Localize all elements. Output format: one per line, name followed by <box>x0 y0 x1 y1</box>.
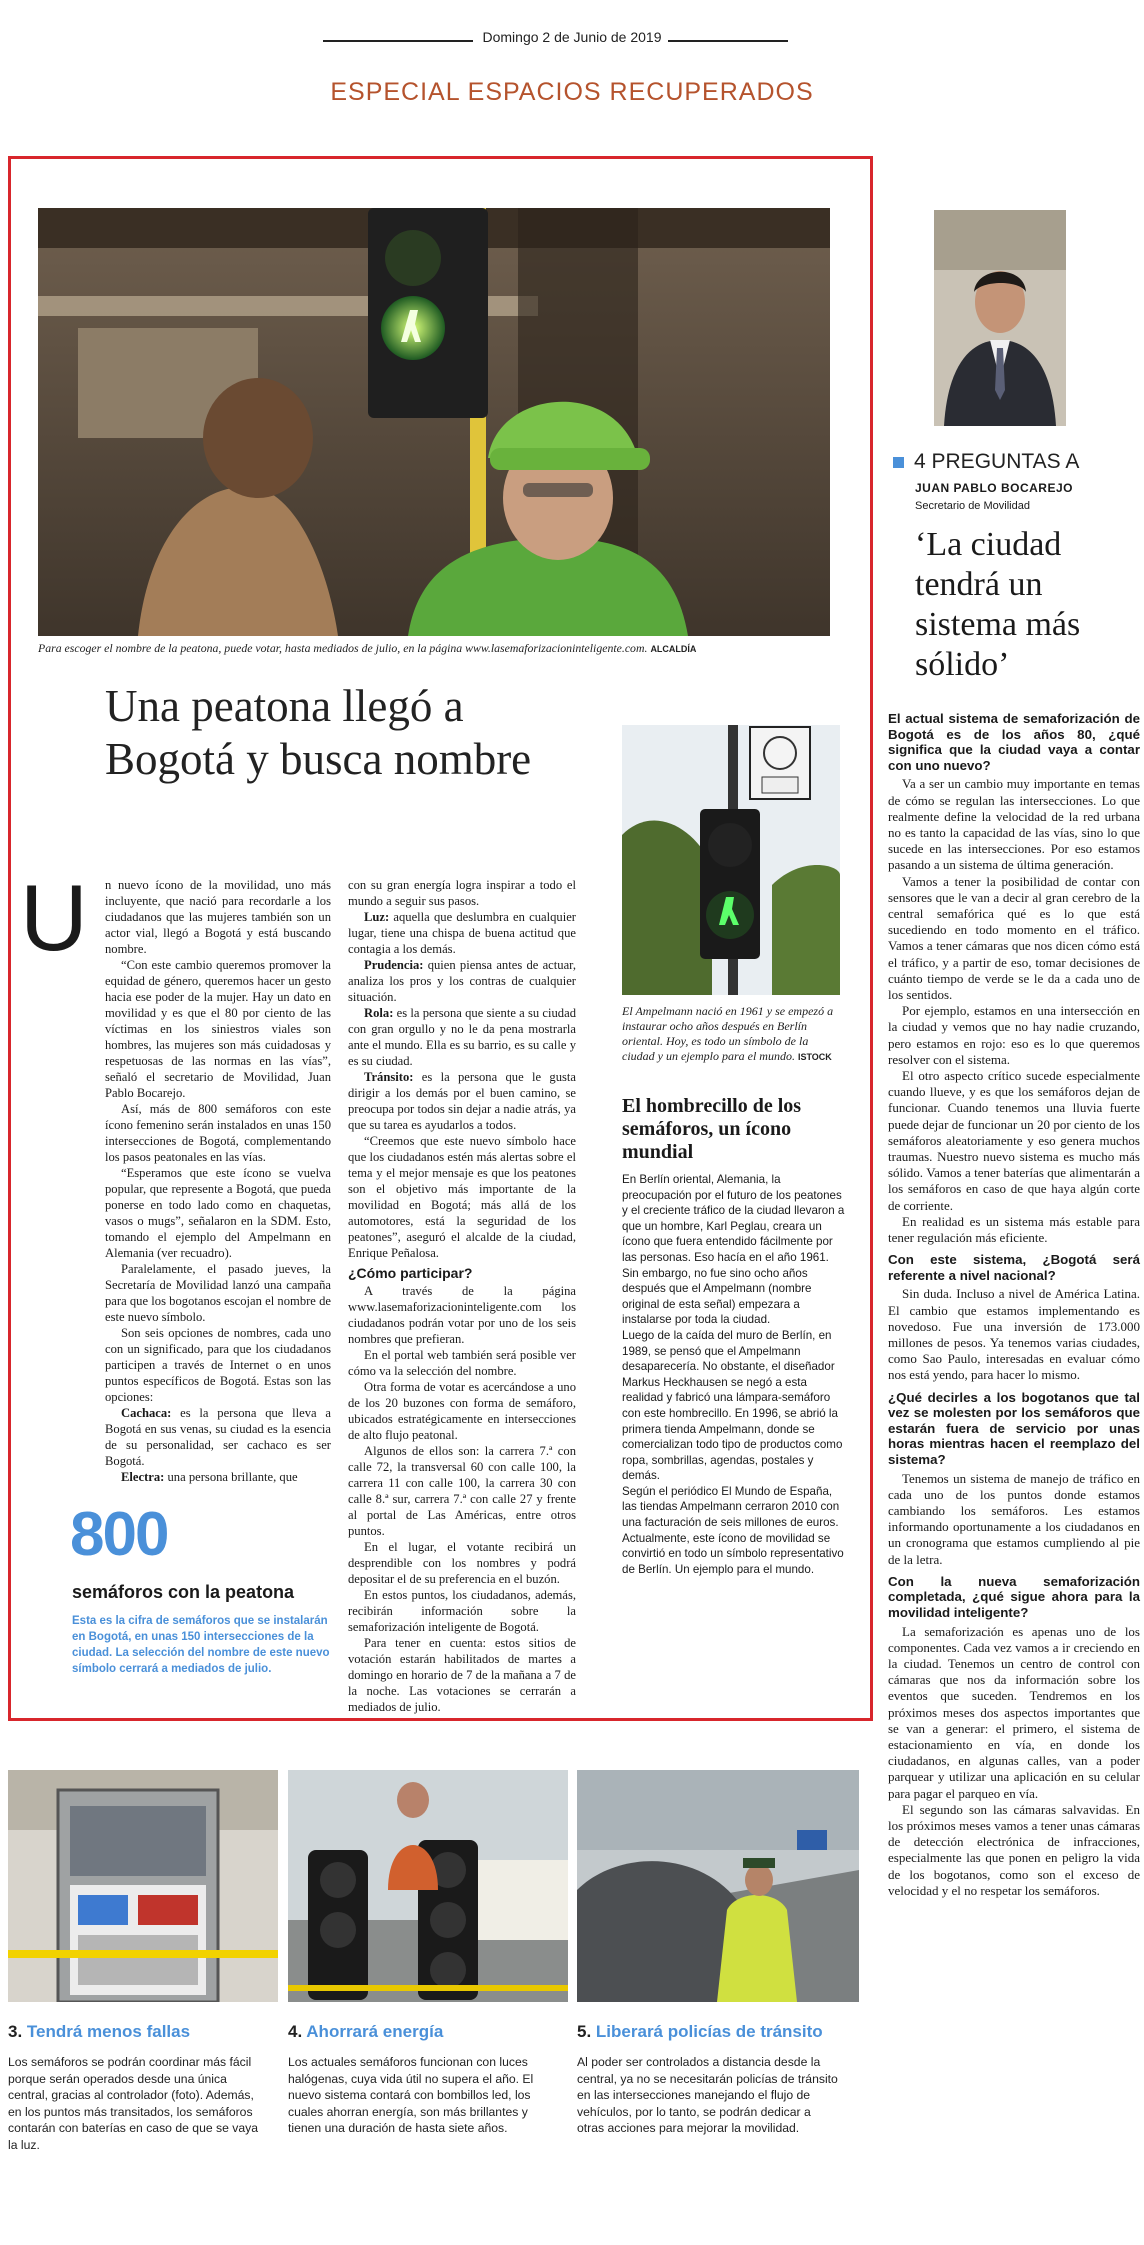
sidebar-paragraph: Actualmente, este ícono de movilidad se convirtió en todo un símbolo representativo de Berlín. Un ejemplo para el mundo. <box>622 1531 844 1576</box>
stat-label: semáforos con la peatona <box>72 1582 295 1602</box>
feature-number: 4. <box>288 2022 303 2041</box>
interview-question: El actual sistema de semaforización de Bogotá es de los años 80, ¿qué significa que la ciudad vaya a contar con uno nuevo? <box>888 711 1140 773</box>
main-photo <box>38 208 830 636</box>
name-option-desc: quien piensa antes de actuar, analiza los pros y los contras de cualquier situación. <box>348 958 576 1004</box>
article-paragraph: En el lugar, el votante recibirá un desprendible con los nombres y podrá depositar el de su preferencia en el buzón. <box>348 1540 576 1586</box>
interview-question: ¿Qué decirles a los bogotanos que tal vez se molesten por los semáforos que estarán fuera de servicio por unas horas mientras hacen el reemplazo del sistema? <box>888 1389 1140 1468</box>
article-column-2 <box>348 877 576 1715</box>
feature-body: Los actuales semáforos funcionan con luces halógenas, cuya vida útil no supera el año. El nuevo sistema contará con bombillos led, los cuales ahorran energía, son más brillantes y tienen una duración de hasta siete años. <box>288 2055 534 2135</box>
name-option-term: Cachaca: <box>121 1406 172 1420</box>
article-paragraph: Son seis opciones de nombres, cada uno con un significado, para que los ciudadanos participen a través de Internet o en unos puntos específicos de Bogotá. Estas son las opciones: <box>105 1326 331 1404</box>
interview-answer: Sin duda. Incluso a nivel de América Latina. El cambio que estamos implementando es novedoso. Fue una inversión de 173.000 millones de pesos. Ya tenemos varias ciudades, como Sao Paulo, interesadas en evaluar cómo nos está yendo, para hacer lo mismo. <box>888 1286 1140 1383</box>
article-paragraph: con su gran energía logra inspirar a todo el mundo a seguir sus pasos. <box>348 878 576 908</box>
section-title: ESPECIAL ESPACIOS RECUPERADOS <box>330 78 814 106</box>
interview-kicker <box>893 450 1079 474</box>
feature-title <box>288 2022 443 2042</box>
interview-answer: Tenemos un sistema de manejo de tráfico en cada uno de los puntos donde estamos cambiando los semáforos. Les estamos informando oportunamente a los ciudadanos en un cronograma que estamos cumpliendo al pie de la letra. <box>888 1470 1140 1567</box>
name-option <box>105 1469 331 1485</box>
name-option-desc: una persona brillante, que <box>164 1470 298 1484</box>
interview-answer: El otro aspecto crítico sucede especialmente cuando llueve, y es que los semáforos dejan de funcionar. Cuando tenemos una lluvia fuerte puede dejar de funcionar un 20 por ciento de los semáforos aleatoriamente y eso genera muchos traumas. Nuestro nuevo sistema es mucho más sólido. Vamos a tener baterías que alimentarán a los semáforos en caso de que haya algún corte de corriente. <box>888 1068 1140 1213</box>
main-photo-credit: ALCALDÍA <box>650 644 697 654</box>
traffic-police-photo <box>577 1770 859 2002</box>
drop-cap: U <box>20 865 88 970</box>
article-paragraph: “Creemos que este nuevo símbolo hace que los ciudadanos estén más alertas sobre el tema y el mejor mensaje es que los peatones son el objetivo más importante de la movilidad en Bogotá; más allá de los automotores, está la seguridad de los peatones”, aseguró el alcalde de la ciudad, Enrique Peñalosa. <box>348 1134 576 1260</box>
name-option <box>105 1405 331 1469</box>
interviewee-name: JUAN PABLO BOCAREJO <box>915 481 1073 495</box>
name-option-term: Luz: <box>364 910 390 924</box>
article-headline: Una peatona llegó a Bogotá y busca nombre <box>105 681 532 784</box>
sidebar-paragraph: Según el periódico El Mundo de España, las tiendas Ampelmann cerraron 2010 con una facturación de seis millones de euros. <box>622 1484 840 1530</box>
ampelmann-photo-caption <box>622 1004 842 1065</box>
sidebar-paragraph: Luego de la caída del muro de Berlín, en 1989, se pensó que el Ampelmann desaparecería. No obstante, el diseñador Markus Heckhausen se negó a esta realidad y fabricó una lámpara-semáforo con este hombrecillo. En 1996, se abrió la primera tienda Ampelmann, donde se comercializan todo tipo de productos como ropa, sombrillas, agendas, postales y demás. <box>622 1328 843 1483</box>
interview-headline: ‘La ciudad tendrá un sistema más sólido’ <box>915 526 1081 683</box>
main-photo-caption-text: Para escoger el nombre de la peatona, puede votar, hasta mediados de julio, en la página www.lasemaforizacioninteligente.com. <box>38 641 648 655</box>
led-signal-photo <box>288 1770 568 2002</box>
name-option <box>348 909 576 957</box>
sidebar-title: El hombrecillo de los semáforos, un ícono mundial <box>622 1095 802 1163</box>
feature-title <box>577 2022 823 2042</box>
interview-portrait <box>934 210 1066 426</box>
controller-photo <box>8 1770 278 2002</box>
feature-title-text: Tendrá menos fallas <box>26 2022 191 2041</box>
article-paragraph: Para tener en cuenta: estos sitios de votación estarán habilitados de martes a domingo en horario de 7 de la mañana a 7 de la noche. Las votaciones se cerrarán a mediados de julio. <box>348 1636 576 1714</box>
page-date: Domingo 2 de Junio de 2019 <box>482 29 662 45</box>
name-option <box>348 1005 576 1069</box>
name-option-term: Prudencia: <box>364 958 424 972</box>
article-paragraph: Así, más de 800 semáforos con este ícono femenino serán instalados en unas 150 intersecciones de Bogotá, complementando los pasos peatonales en las vías. <box>105 1102 331 1164</box>
square-bullet-icon <box>893 457 904 468</box>
name-option-desc: es la persona que siente a su ciudad con gran orgullo y no le da pena mostrarla ante el mundo. Ella es su barrio, es su calle y es su ciudad. <box>348 1006 576 1068</box>
name-option <box>348 1069 576 1133</box>
article-paragraph: n nuevo ícono de la movilidad, uno más incluyente, que nació para recordarle a los ciudadanos que las mujeres también son un actor vial, llegó a Bogotá y está buscando nombre. <box>105 878 331 956</box>
name-option-desc: aquella que deslumbra en cualquier lugar, tiene una chispa de buena actitud que contagia a los demás. <box>348 910 576 956</box>
name-option-term: Rola: <box>364 1006 394 1020</box>
feature-body: Los semáforos se podrán coordinar más fácil porque serán operados desde una única central, gracias al controlador (foto). Además, en los puntos más transitados, los semáforos contarán con baterías en caso de que se vaya la luz. <box>8 2055 259 2152</box>
interview-answer: La semaforización es apenas uno de los componentes. Cada vez vamos a ir creciendo en la ciudad. Tenemos un centro de control con cámaras que nos da información sobre los eventos que suceden. Tendremos en los próximos meses dos aspectos importantes que se van a generar: el primero, el sistema de estacionamiento en vía, en donde los ciudadanos, en algunas calles, van a poder parquear y utilizar una aplicación en su celular para pagar el parqueo en vía. <box>888 1623 1140 1801</box>
feature-number: 3. <box>8 2022 23 2041</box>
interviewee-role: Secretario de Movilidad <box>915 500 1030 512</box>
ampelmann-photo-credit: ISTOCK <box>797 1052 832 1062</box>
feature-title <box>8 2022 190 2042</box>
ampelmann-photo <box>622 725 840 995</box>
stat-number: 800 <box>70 1500 168 1569</box>
interview-question: Con la nueva semaforización completada, ¿qué sigue ahora para la movilidad inteligente? <box>888 1573 1140 1621</box>
feature-title-text: Liberará policías de tránsito <box>595 2022 823 2041</box>
sidebar-body <box>622 1172 848 1577</box>
sidebar-paragraph: En Berlín oriental, Alemania, la preocupación por el futuro de los peatones y el creciente tráfico de la ciudad llevaron a que un hombre, Karl Peglau, creara un ícono que fuera entendido fácilmente por las personas. Eso hacía en el año 1961. Sin embargo, no fue sino ocho años después que el Ampelmann (nombre original de esta señal) empezara a instalarse por toda la ciudad. <box>622 1173 845 1327</box>
article-paragraph: En el portal web también será posible ver cómo va la selección del nombre. <box>348 1348 576 1378</box>
feature-title-text: Ahorrará energía <box>306 2022 444 2041</box>
interview-kicker-text: 4 PREGUNTAS A <box>914 450 1080 473</box>
interview-question: Con este sistema, ¿Bogotá será referente a nivel nacional? <box>888 1252 1140 1283</box>
feature-body: Al poder ser controlados a distancia desde la central, ya no se necesitarán policías de tránsito en las intersecciones manejando el flujo de vehículos, por lo tanto, se podrán dedicar a otras acciones para mejorar la movilidad. <box>577 2055 838 2135</box>
name-option <box>348 957 576 1005</box>
article-subhead: ¿Cómo participar? <box>348 1265 473 1281</box>
interview-answer: Va a ser un cambio muy importante en temas de cómo se regulan las intersecciones. Lo que realmente define la velocidad de la red urbana no es tanto la capacidad de las vías, sino lo que sucede en las intersecciones. Por eso estamos pasando a un sistema de última generación. <box>888 776 1140 873</box>
stat-description: Esta es la cifra de semáforos que se instalarán en Bogotá, en unas 150 intersecciones de la ciudad. La selección del nombre de este nuevo símbolo cerrará a mediados de julio. <box>72 1615 330 1675</box>
article-paragraph: Paralelamente, el pasado jueves, la Secretaría de Movilidad lanzó una campaña para que los bogotanos escojan el nombre de este nuevo símbolo. <box>105 1262 331 1324</box>
name-option-term: Electra: <box>121 1470 165 1484</box>
feature-number: 5. <box>577 2022 592 2041</box>
article-paragraph: En estos puntos, los ciudadanos, además, recibirán información sobre la semaforización inteligente de Bogotá. <box>348 1588 576 1634</box>
article-paragraph: “Con este cambio queremos promover la equidad de género, queremos hacer un gesto hacia ese poder de la mujer. Hay un dato en movilidad y es que el 80 por ciento de las víctimas en los siniestros viales son hombres, las mujeres son más cuidadosas y respetuosas de las normas en las vías”, señaló el secretario de Movilidad, Juan Pablo Bocarejo. <box>105 958 331 1100</box>
interview-answer: En realidad es un sistema más estable para tener regulación más eficiente. <box>888 1213 1140 1246</box>
interview-body <box>888 705 1140 1899</box>
article-paragraph: Otra forma de votar es acercándose a uno de los 20 buzones con forma de semáforo, ubicados estratégicamente en intersecciones de alto flujo peatonal. <box>348 1380 576 1442</box>
article-paragraph: Algunos de ellos son: la carrera 7.ª con calle 72, la transversal 60 con calle 100, la carrera 11 con calle 100, la carrera 30 con calle 8.ª sur, carrera 7.ª con calle 27 y frente al portal de Las Américas, entre otros puntos. <box>348 1444 576 1538</box>
article-paragraph: A través de la página www.lasemaforizacioninteligente.com los ciudadanos podrán votar por uno de los seis nombres que prefieran. <box>348 1284 576 1346</box>
interview-answer: El segundo son las cámaras salvavidas. En los próximos meses vamos a tener unas cámaras de detección electrónica de infracciones, especialmente las que ponen en peligro la vida de los bogotanos, como son el exceso de velocidad y el no respetar los semáforos. <box>888 1801 1140 1898</box>
main-photo-caption <box>38 640 838 657</box>
interview-answer: Vamos a tener la posibilidad de contar con sensores que le van a decir al gran cerebro de la central semafórica qué es lo que está sucediendo en todo momento en el tráfico. Vamos a tener cámaras que nos dicen cómo está el tráfico, y a partir de eso, tomar decisiones de cuánto tiempo de verde se le da a cada uno de los sentidos. <box>888 873 1140 1003</box>
interview-answer: Por ejemplo, estamos en una intersección en la ciudad y vemos que no hay nadie cruzando, pero estamos en rojo: eso es lo que queremos resolver con el sistema. <box>888 1003 1140 1067</box>
ampelmann-caption-text: El Ampelmann nació en 1961 y se empezó a instaurar ocho años después en Berlín oriental. Hoy, es todo un símbolo de la ciudad y un ejemplo para el mundo. <box>622 1004 834 1063</box>
name-option-desc: es la persona que lleva a Bogotá en sus venas, su ciudad es la esencia de su personalidad, ser cachaco es ser Bogotá. <box>105 1406 331 1468</box>
name-option-term: Tránsito: <box>364 1070 414 1084</box>
name-option-desc: es la persona que le gusta dirigir a los demás por el buen camino, se preocupa por todos sin dejar a nadie atrás, ya que su tarea es ayudarlos a todos. <box>348 1070 576 1132</box>
article-column-1 <box>105 877 331 1485</box>
article-paragraph: “Esperamos que este ícono se vuelva popular, que represente a Bogotá, que pueda ponerse en todo lado como en chaquetas, vasos o mugs”, señalaron en la SDM. Esto, tomando el ejemplo del Ampelmann en Alemania (ver recuadro). <box>105 1166 331 1260</box>
